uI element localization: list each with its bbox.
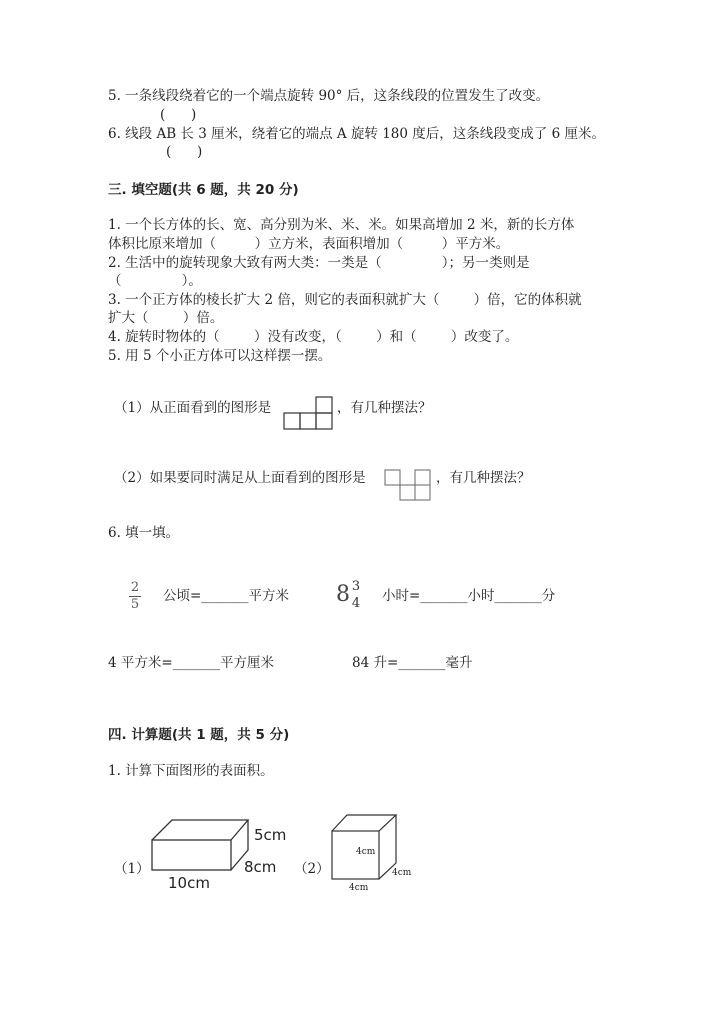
cube-side-label: 4cm: [392, 868, 412, 878]
fraction-two-fifths: 2 5: [130, 580, 140, 612]
fill-q1-line2: 体积比原来增加（ ）立方米，表面积增加（ ）平方米。: [108, 236, 510, 252]
fill-q3-line2: 扩大（ ）倍。: [108, 310, 224, 326]
fill-q1-line1: 1. 一个长方体的长、宽、高分别为米、米、米。如果高增加 2 米，新的长方体: [108, 217, 575, 233]
cuboid-length-label: 10cm: [168, 874, 210, 892]
fill-q6: 6. 填一填。: [108, 525, 180, 541]
fill-q4: 4. 旋转时物体的（ ）没有改变，（ ）和（ ）改变了。: [108, 329, 519, 345]
fraction-three-quarters: 3 4: [351, 579, 361, 611]
calc-q1: 1. 计算下面图形的表面积。: [108, 763, 274, 779]
figure-2-label: （2）: [294, 861, 330, 877]
top-view-figure: [384, 469, 434, 503]
cuboid-width-label: 8cm: [244, 858, 277, 876]
fill-hectare[interactable]: 公顷=_______平方米: [163, 588, 290, 604]
fill-q2-line1: 2. 生活中的旋转现象大致有两大类：一类是（ ）；另一类则是: [108, 255, 530, 271]
answer-blank-6[interactable]: ( ): [166, 144, 203, 160]
fill-q2-line2: （ ）。: [108, 273, 202, 289]
front-view-figure: [283, 395, 335, 431]
mixed-number-whole: 8: [336, 582, 350, 607]
question-5: 5. 一条线段绕着它的一个端点旋转 90° 后，这条线段的位置发生了改变。: [108, 88, 550, 104]
fill-q3-line1: 3. 一个正方体的棱长扩大 2 倍，则它的表面积就扩大（ ）倍，它的体积就: [108, 292, 582, 308]
q5-sub1-question: ，有几种摆法？: [337, 400, 432, 416]
section-4-heading: 四. 计算题(共 1 题，共 5 分): [108, 727, 290, 743]
question-6: 6. 线段 AB 长 3 厘米，绕着它的端点 A 旋转 180 度后，这条线段变成了 6 厘米。: [108, 126, 605, 142]
q5-sub2-text: （2）如果要同时满足从上面看到的图形是: [114, 470, 366, 486]
section-3-heading: 三. 填空题(共 6 题，共 20 分): [108, 182, 299, 198]
cube-front-label: 4cm: [356, 847, 376, 857]
q5-sub1-text: （1）从正面看到的图形是: [114, 400, 272, 416]
cube-bottom-label: 4cm: [349, 883, 369, 893]
cuboid-figure: [150, 818, 250, 874]
cuboid-height-label: 5cm: [254, 826, 287, 844]
fill-square-meters[interactable]: 4 平方米=_______平方厘米: [108, 655, 274, 671]
figure-1-label: （1）: [114, 861, 150, 877]
fill-q5: 5. 用 5 个小正方体可以这样摆一摆。: [108, 348, 332, 364]
fill-hours[interactable]: 小时=_______小时_______分: [382, 588, 556, 604]
answer-blank-5[interactable]: ( ): [160, 107, 197, 123]
q5-sub2-question: ，有几种摆法？: [436, 470, 531, 486]
fill-liters[interactable]: 84 升=_______毫升: [352, 655, 473, 671]
